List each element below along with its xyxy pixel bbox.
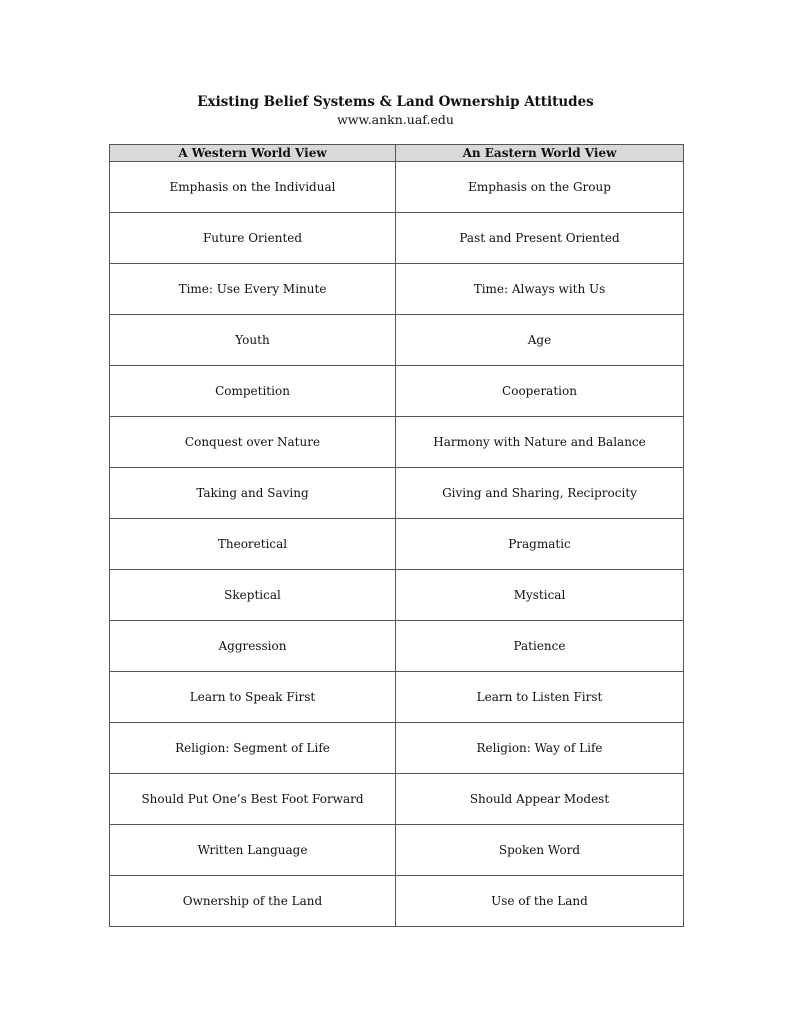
- eastern-cell: Past and Present Oriented: [396, 213, 684, 264]
- western-cell: Learn to Speak First: [110, 672, 396, 723]
- eastern-cell: Time: Always with Us: [396, 264, 684, 315]
- table-row: [110, 213, 684, 264]
- eastern-cell: Harmony with Nature and Balance: [396, 417, 684, 468]
- eastern-cell: Patience: [396, 621, 684, 672]
- table-row: [110, 162, 684, 213]
- eastern-cell: Giving and Sharing, Reciprocity: [396, 468, 684, 519]
- table-row: [110, 468, 684, 519]
- western-cell: Written Language: [110, 825, 396, 876]
- table-row: [110, 672, 684, 723]
- table-row: [110, 264, 684, 315]
- eastern-cell: Age: [396, 315, 684, 366]
- western-cell: Competition: [110, 366, 396, 417]
- table-row: [110, 315, 684, 366]
- table-row: [110, 570, 684, 621]
- eastern-cell: Pragmatic: [396, 519, 684, 570]
- table-row: [110, 366, 684, 417]
- world-view-table: [109, 144, 684, 927]
- eastern-cell: Cooperation: [396, 366, 684, 417]
- western-cell: Skeptical: [110, 570, 396, 621]
- western-cell: Youth: [110, 315, 396, 366]
- table-row: [110, 825, 684, 876]
- eastern-cell: Use of the Land: [396, 876, 684, 927]
- eastern-cell: Learn to Listen First: [396, 672, 684, 723]
- western-cell: Ownership of the Land: [110, 876, 396, 927]
- eastern-cell: Mystical: [396, 570, 684, 621]
- western-cell: Conquest over Nature: [110, 417, 396, 468]
- western-cell: Taking and Saving: [110, 468, 396, 519]
- eastern-cell: Spoken Word: [396, 825, 684, 876]
- western-cell: Should Put One’s Best Foot Forward: [110, 774, 396, 825]
- column-header-eastern: An Eastern World View: [396, 145, 684, 162]
- western-cell: Emphasis on the Individual: [110, 162, 396, 213]
- eastern-cell: Should Appear Modest: [396, 774, 684, 825]
- document-title: Existing Belief Systems & Land Ownership Attitudes: [197, 94, 594, 110]
- table-row: [110, 723, 684, 774]
- column-header-western: A Western World View: [110, 145, 396, 162]
- eastern-cell: Emphasis on the Group: [396, 162, 684, 213]
- western-cell: Time: Use Every Minute: [110, 264, 396, 315]
- eastern-cell: Religion: Way of Life: [396, 723, 684, 774]
- table-row: [110, 876, 684, 927]
- table-row: [110, 519, 684, 570]
- table-row: [110, 774, 684, 825]
- table-header-row: [110, 145, 684, 162]
- source-url: www.ankn.uaf.edu: [337, 112, 454, 127]
- western-cell: Religion: Segment of Life: [110, 723, 396, 774]
- western-cell: Aggression: [110, 621, 396, 672]
- table-row: [110, 417, 684, 468]
- table-row: [110, 621, 684, 672]
- western-cell: Theoretical: [110, 519, 396, 570]
- western-cell: Future Oriented: [110, 213, 396, 264]
